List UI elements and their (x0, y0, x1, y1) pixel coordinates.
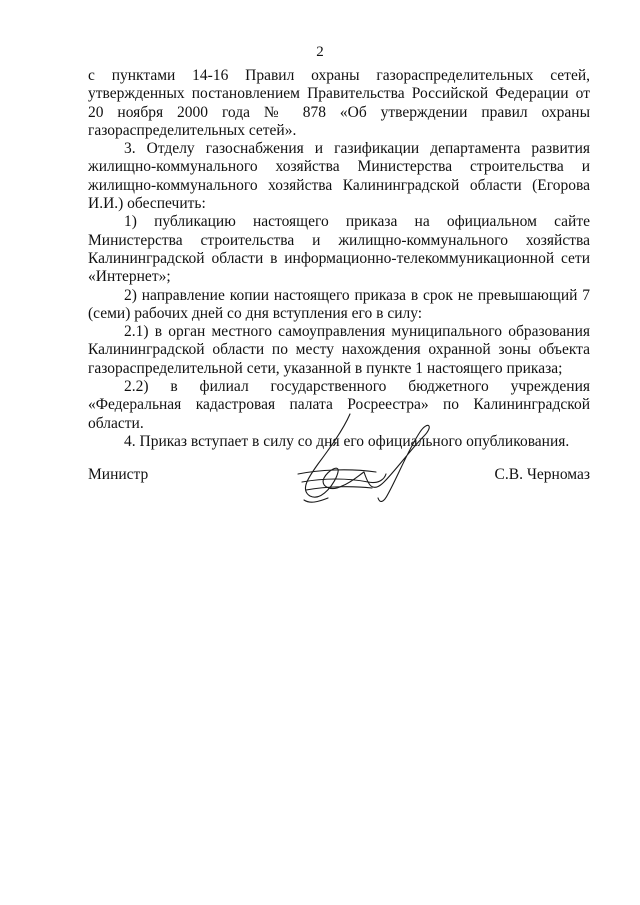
page-number: 2 (316, 44, 324, 60)
paragraph-subitem-1: 1) публикацию настоящего приказа на официальном сайте Министерства строительства и жилищно-коммунального хозяйства Калининградской области в информационно-телекоммуникационной сети «Интернет»; (88, 213, 590, 286)
paragraph-item-4: 4. Приказ вступает в силу со дня его официального опубликования. (124, 432, 570, 450)
paragraph-continuation: с пунктами 14-16 Правил охраны газораспределительных сетей, утвержденных постановлением Правительства Российской Федерации от 20 ноября 2000 года № 878 «Об утверждении правил охраны газораспределительных сетей». (88, 67, 590, 139)
paragraph-item-3: 3. Отделу газоснабжения и газификации департамента развития жилищно-коммунального хозяйства Министерства строительства и жилищно-коммунального хозяйства Калининградской области (Егорова И.И.) обеспечить: (88, 140, 590, 213)
document-body (88, 67, 590, 451)
paragraph-subitem-2-1: 2.1) в орган местного самоуправления муниципального образования Калининградской области по месту нахождения охранной зоны объекта газораспределительной сети, указанной в пункте 1 настоящего приказа; (88, 323, 590, 377)
handwritten-signature (288, 412, 438, 508)
signer-title: Министр (88, 466, 149, 483)
signer-name: С.В. Черномаз (494, 466, 590, 483)
paragraph-subitem-2: 2) направление копии настоящего приказа в срок не превышающий 7 (семи) рабочих дней со дня вступления его в силу: (88, 286, 590, 322)
paragraph-subitem-2-2: 2.2) в филиал государственного бюджетного учреждения «Федеральная кадастровая палата Росреестра» по Калининградской области. (88, 378, 590, 432)
signature-block (88, 466, 590, 486)
